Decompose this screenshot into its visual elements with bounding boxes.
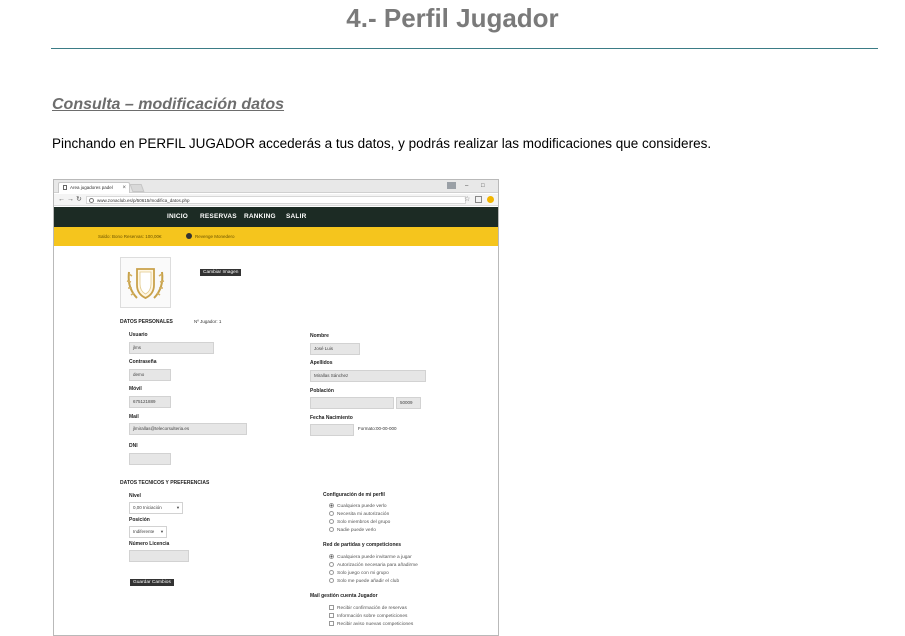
dni-input[interactable] (129, 453, 171, 465)
level-select[interactable] (129, 502, 183, 514)
label-posicion: Posición (129, 517, 150, 523)
extension-icon[interactable] (475, 196, 482, 203)
position-value: Indiferente (133, 529, 155, 534)
user-name[interactable]: Revenge Monedero (195, 234, 235, 239)
intro-paragraph: Pinchando en PERFIL JUGADOR accederás a tus datos, y podrás realizar las modificaciones que consideres. (52, 136, 712, 151)
position-select[interactable] (129, 526, 167, 538)
maximize-icon[interactable]: □ (481, 183, 485, 189)
radio-icon[interactable] (329, 570, 334, 575)
email-input[interactable]: jlmirallas@telecorsulteria.es (129, 423, 247, 435)
label-poblacion: Población (310, 388, 334, 394)
browser-tab-bar (54, 180, 498, 193)
radio-icon[interactable] (329, 578, 334, 583)
url-text: www.zonaclub.es/p/50615/modifica_datos.php (97, 198, 190, 203)
label-nivel: Nivel (129, 493, 141, 499)
browser-tab[interactable] (58, 182, 130, 193)
nav-item-inicio[interactable]: INICIO (167, 213, 189, 220)
radio-icon[interactable] (329, 519, 334, 524)
option-label: Información sobre competiciones (337, 614, 408, 619)
back-icon[interactable]: ← (58, 196, 65, 203)
crest-shield-icon (121, 258, 170, 307)
surname-input[interactable]: Mirallas Sánchez (310, 370, 426, 382)
profile-config-heading: Configuración de mi perfil (323, 492, 385, 498)
birthdate-input[interactable] (310, 424, 354, 436)
page-icon (63, 185, 67, 190)
label-usuario: Usuario (129, 332, 148, 338)
balance-text: Saldo: Bono Reservas: 100,00€ (98, 234, 162, 239)
nav-item-salir[interactable]: SALIR (286, 213, 307, 220)
config-option-3[interactable] (329, 519, 390, 526)
account-icon[interactable] (487, 196, 494, 203)
option-label: Nadie puede verlo (337, 528, 376, 533)
personal-data-heading: DATOS PERSONALES (120, 319, 173, 325)
usuario-input[interactable]: jlms (129, 342, 214, 354)
bookmark-star-icon[interactable]: ☆ (464, 196, 471, 203)
browser-address-bar (54, 194, 498, 206)
mail-option-3[interactable] (329, 621, 413, 628)
label-dni: DNI (129, 443, 138, 449)
nav-item-reservas[interactable]: RESERVAS (200, 213, 237, 220)
player-number: Nº Jugador: 1 (194, 319, 222, 324)
document-title: 4.- Perfil Jugador (346, 3, 559, 33)
option-label: Solo miembros del grupo (337, 520, 391, 525)
label-mail: Mail (129, 414, 139, 420)
password-input[interactable]: demo (129, 369, 171, 381)
config-option-4[interactable] (329, 527, 376, 534)
nav-item-ranking[interactable]: RANKING (244, 213, 276, 220)
embedded-screenshot (53, 179, 499, 636)
option-label: Recibir confirmación de reservas (337, 606, 407, 611)
info-icon[interactable] (89, 198, 94, 203)
checkbox-icon[interactable] (329, 605, 334, 610)
radio-icon[interactable] (329, 562, 334, 567)
label-apellidos: Apellidos (310, 360, 333, 366)
radio-icon[interactable] (329, 527, 334, 532)
license-input[interactable] (129, 550, 189, 562)
date-format-hint: Formato:00-00-000 (358, 426, 397, 431)
option-label: Cualquiera puede invitarme a jugar (337, 555, 412, 560)
chevron-down-icon: ▼ (176, 505, 180, 510)
mobile-input[interactable]: 675121889 (129, 396, 171, 408)
label-contrasena: Contraseña (129, 359, 157, 365)
radio-icon[interactable] (329, 511, 334, 516)
site-nav-bar (54, 207, 498, 227)
mail-settings-heading: Mail gestión cuenta Jugador (310, 593, 378, 599)
reload-icon[interactable]: ↻ (76, 196, 82, 203)
chevron-down-icon: ▼ (160, 529, 164, 534)
mail-option-1[interactable] (329, 605, 407, 612)
network-option-3[interactable] (329, 570, 389, 577)
user-icon (186, 233, 192, 239)
network-option-4[interactable] (329, 578, 399, 585)
tech-data-heading: DATOS TECNICOS Y PREFERENCIAS (120, 480, 210, 486)
option-label: Necesita mi autorización (337, 512, 390, 517)
option-label: Autorización necesaria para añadirme (337, 563, 418, 568)
postcode-input[interactable]: 50009 (396, 397, 421, 409)
mail-option-2[interactable] (329, 613, 407, 620)
checkbox-icon[interactable] (329, 621, 334, 626)
account-info-bar (54, 227, 498, 246)
label-movil: Móvil (129, 386, 142, 392)
label-fecha-nacimiento: Fecha Nacimiento (310, 415, 353, 421)
label-nombre: Nombre (310, 333, 329, 339)
config-option-1[interactable] (329, 503, 387, 510)
save-changes-button[interactable]: Guardar Cambios (130, 579, 174, 586)
minimize-icon[interactable]: – (465, 183, 469, 189)
url-input[interactable] (86, 196, 466, 204)
checkbox-icon[interactable] (329, 613, 334, 618)
radio-selected-icon[interactable] (329, 503, 334, 508)
section-heading: Consulta – modificación datos (52, 96, 285, 113)
option-label: Solo me puede añadir el club (337, 579, 400, 584)
radio-selected-icon[interactable] (329, 554, 334, 559)
tab-close-icon[interactable]: × (122, 185, 126, 191)
option-label: Cualquiera puede verlo (337, 504, 387, 509)
name-input[interactable]: José Luis (310, 343, 360, 355)
level-value: 0,00 Iniciación (133, 505, 162, 510)
network-option-1[interactable] (329, 554, 412, 561)
change-image-button[interactable]: Cambiar Imagen (200, 269, 241, 276)
city-input[interactable] (310, 397, 394, 409)
option-label: Recibir aviso nuevas competiciones (337, 622, 414, 627)
forward-icon[interactable]: → (67, 196, 74, 203)
label-licencia: Número Licencia (129, 541, 170, 547)
option-label: Solo juego con mi grupo (337, 571, 389, 576)
network-option-2[interactable] (329, 562, 418, 569)
tab-title: Area jugadores padel (70, 185, 113, 190)
network-heading: Red de partidas y competiciones (323, 542, 402, 548)
profile-avatar (120, 257, 171, 308)
config-option-2[interactable] (329, 511, 389, 518)
new-tab-button[interactable] (130, 184, 145, 192)
profile-badge-icon[interactable] (447, 182, 456, 189)
title-divider (51, 48, 878, 49)
